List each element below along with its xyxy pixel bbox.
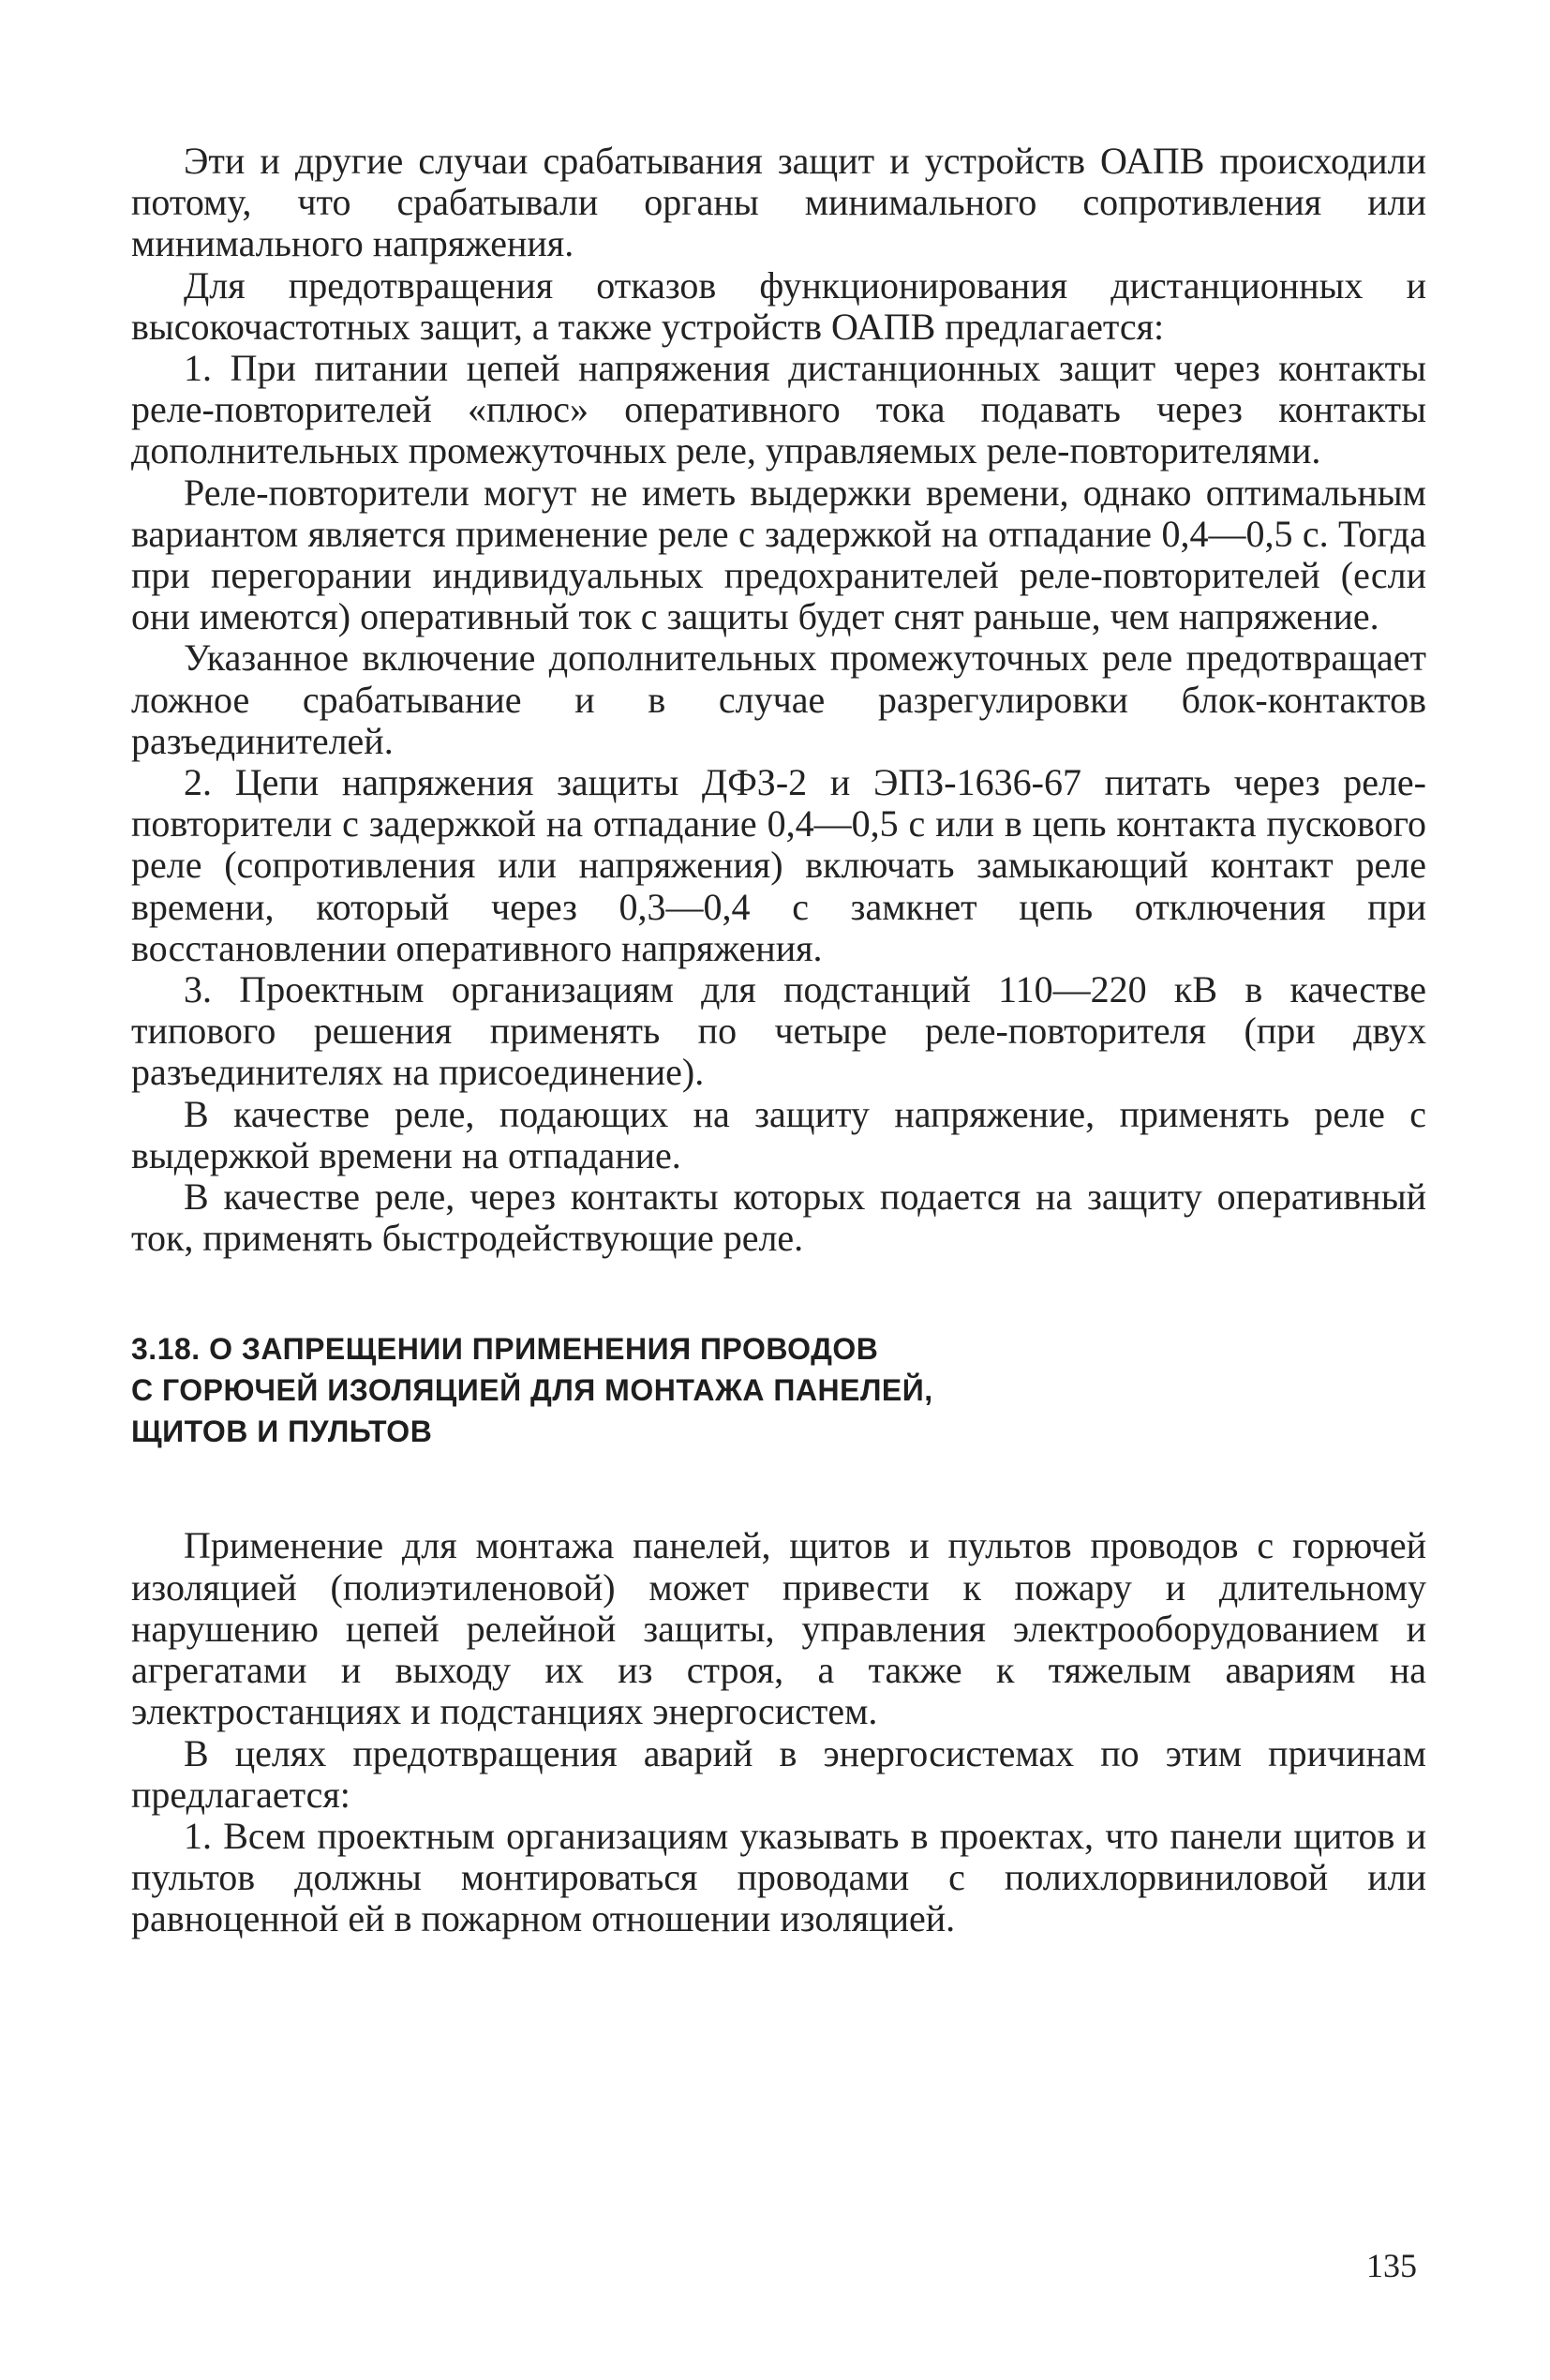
- section-wiring-text: [131, 1525, 1426, 1939]
- list-item-3: 3. Проектным организациям для подстанций 110—220 кВ в качестве типового решения применять по четыре реле-повторителя (при двух разъединителях на присоединение).: [131, 968, 1426, 1094]
- paragraph: Для предотвращения отказов функционирования дистанционных и высокочастотных защит, а также устройств ОАПВ предлагается:: [131, 263, 1426, 348]
- paragraph: В качестве реле, через контакты которых подается на защиту оперативный ток, применять быстродействующие реле.: [131, 1175, 1426, 1260]
- list-item-1: 1. Всем проектным организациям указывать в проектах, что панели щитов и пультов должны монтироваться проводами с полихлорвиниловой или равноценной ей в пожарном отношении изоляцией.: [131, 1814, 1426, 1940]
- paragraph: В целях предотвращения аварий в энергосистемах по этим причинам предлагается:: [131, 1731, 1426, 1816]
- paragraph: В качестве реле, подающих на защиту напряжение, применять реле с выдержкой времени на отпадание.: [131, 1092, 1426, 1176]
- heading-line: ЩИТОВ И ПУЛЬТОВ: [131, 1415, 433, 1449]
- list-item-1: 1. При питании цепей напряжения дистанционных защит через контакты реле-повторителей «плюс» оперативного тока подавать через контакты дополнительных промежуточных реле, управляемых реле-повторителями.: [131, 347, 1426, 472]
- paragraph: Эти и другие случаи срабатывания защит и устройств ОАПВ происходили потому, что срабатывали органы минимального сопротивления или минимального напряжения.: [131, 140, 1426, 265]
- section-heading: [131, 1328, 1426, 1452]
- paragraph: Указанное включение дополнительных промежуточных реле предотвращает ложное срабатывание и в случае разрегулировки блок-контактов разъединителей.: [131, 636, 1426, 762]
- paragraph: Реле-повторители могут не иметь выдержки времени, однако оптимальным вариантом является применение реле с задержкой на отпадание 0,4—0,5 с. Тогда при перегорании индивидуальных предохранителей реле-повторителей (если они имеются) оперативный ток с защиты будет снят раньше, чем напряжение.: [131, 471, 1426, 638]
- list-item-2: 2. Цепи напряжения защиты ДФЗ-2 и ЭПЗ-1636-67 питать через реле-повторители с задержкой на отпадание 0,4—0,5 с или в цепь контакта пускового реле (сопротивления или напряжения) включать замыкающий контакт реле времени, который через 0,3—0,4 с замкнет цепь отключения при восстановлении оперативного напряжения.: [131, 761, 1426, 969]
- page-body: [131, 141, 1426, 1940]
- paragraph: Применение для монтажа панелей, щитов и пультов проводов с горючей изоляцией (полиэтиленовой) может привести к пожару и длительному нарушению цепей релейной защиты, управления электрооборудованием и агрегатами и выходу их из строя, а также к тяжелым авариям на электростанциях и подстанциях энергосистем.: [131, 1524, 1426, 1733]
- heading-line: 3.18. О ЗАПРЕЩЕНИИ ПРИМЕНЕНИЯ ПРОВОДОВ: [131, 1332, 879, 1367]
- heading-line: С ГОРЮЧЕЙ ИЗОЛЯЦИЕЙ ДЛЯ МОНТАЖА ПАНЕЛЕЙ,: [131, 1373, 933, 1408]
- section-relay-protection-text: [131, 141, 1426, 1259]
- page-number: 135: [1366, 2247, 1417, 2284]
